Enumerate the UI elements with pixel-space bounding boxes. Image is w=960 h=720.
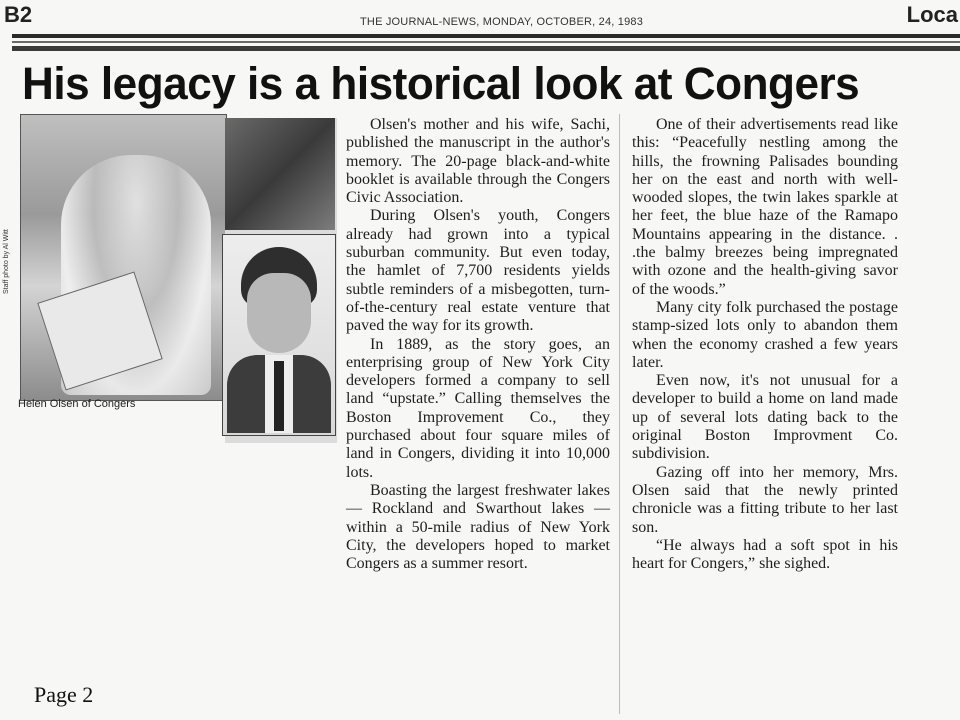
- paragraph: Even now, it's not unusual for a developer to build a home on land made up of several lots dating back to the original Boston Improvment Co. subdivision.: [632, 372, 898, 463]
- page-number: B2: [4, 2, 33, 27]
- photo-portrait-man: [222, 234, 336, 436]
- paragraph: Boasting the largest freshwater lakes — Rockland and Swarthout lakes — within a 50-mile radius of New York City, the developers hoped to market Congers as a summer resort.: [346, 481, 610, 573]
- photo-credit: Staff photo by Al Witt: [3, 229, 10, 294]
- headline: His legacy is a historical look at Congers: [22, 58, 860, 109]
- header-rule-bottom: [12, 46, 960, 51]
- paragraph: In 1889, as the story goes, an enterprising group of New York City developers formed a company to sell land “upstate.” Calling themselves the Boston Improvement Co., they purchased about four square miles of land in Congers, dividing it into 10,000 lots.: [346, 335, 610, 481]
- photo-helen-olsen: [20, 114, 227, 401]
- paragraph: Gazing off into her memory, Mrs. Olsen said that the newly printed chronicle was a fitting tribute to her last son.: [632, 463, 898, 536]
- header-rule: [12, 34, 960, 38]
- portrait-face: [247, 273, 311, 353]
- article-column-2: [632, 116, 898, 573]
- column-divider: [619, 114, 620, 714]
- paragraph: Many city folk purchased the postage stamp-sized lots only to abandon them when the economy crashed a few years later.: [632, 298, 898, 371]
- photo-kitchen-shelf: [225, 118, 335, 230]
- article-column-1: [346, 116, 610, 573]
- photo-caption: Helen Olsen of Congers: [18, 398, 136, 410]
- paragraph: Olsen's mother and his wife, Sachi, published the manuscript in the author's memory. The 20-page black-and-white booklet is available through the Congers Civic Association.: [346, 116, 610, 207]
- paragraph: “He always had a soft spot in his heart for Congers,” she sighed.: [632, 536, 898, 573]
- portrait-tie: [274, 361, 284, 431]
- section-label: Loca: [906, 2, 958, 27]
- header-rule-thin: [12, 41, 960, 43]
- page-label: Page 2: [34, 682, 94, 707]
- dateline: THE JOURNAL-NEWS, MONDAY, OCTOBER, 24, 1983: [360, 16, 644, 28]
- paragraph: One of their advertisements read like this: “Peacefully nestling among the hills, the frowning Palisades bounding her on the east and north with well-wooded slopes, the twin lakes sparkle at her feet, the blue haze of the Ramapo Mountains appearing in the distance. . .the balmy breezes being impregnated with ozone and the health-giving savor of the woods.”: [632, 116, 898, 298]
- paragraph: During Olsen's youth, Congers already had grown into a typical suburban community. But even today, the hamlet of 7,700 residents yields subtle reminders of a misbegotten, turn-of-the-century real estate venture that paved the way for its growth.: [346, 207, 610, 335]
